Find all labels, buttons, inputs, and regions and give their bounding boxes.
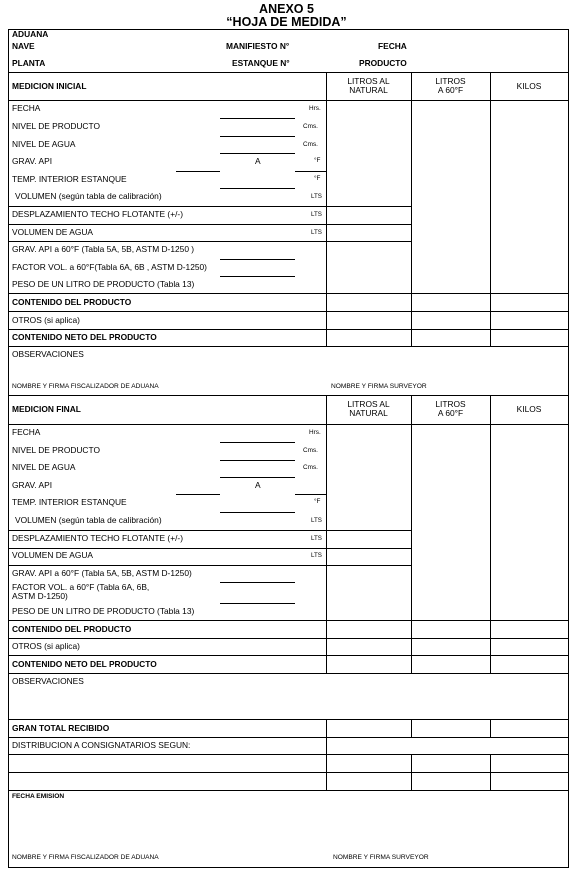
unit-lts: LTS	[311, 193, 322, 200]
medicion-inicial-title: MEDICION INICIAL	[12, 81, 87, 91]
firma-surveyor-label: NOMBRE Y FIRMA SURVEYOR	[331, 383, 427, 390]
volumen-agua-label: VOLUMEN DE AGUA	[12, 227, 93, 237]
observaciones-label: OBSERVACIONES	[12, 349, 84, 359]
peso-litro-label: PESO DE UN LITRO DE PRODUCTO (Tabla 13)	[12, 279, 195, 289]
desplazamiento-label: DESPLAZAMIENTO TECHO FLOTANTE (+/-)	[12, 533, 184, 543]
unit-cms: Cms.	[303, 464, 318, 471]
producto-label: PRODUCTO	[359, 58, 407, 68]
medicion-final-title: MEDICION FINAL	[12, 404, 81, 414]
fecha-row-label: FECHA	[12, 427, 41, 437]
unit-lts: LTS	[311, 517, 322, 524]
manifiesto-label: MANIFIESTO N°	[226, 41, 290, 51]
unit-deg-f: °F	[314, 157, 321, 164]
firma-surveyor-label: NOMBRE Y FIRMA SURVEYOR	[333, 854, 429, 861]
gran-total-label: GRAN TOTAL RECIBIDO	[12, 723, 110, 733]
grav-api-60-label: GRAV. API a 60°F (Tabla 5A, 5B, ASTM D-1250)	[12, 568, 192, 578]
col-kilos: KILOS	[516, 404, 542, 414]
grav-api-60-label: GRAV. API a 60°F (Tabla 5A, 5B, ASTM D-1250 )	[12, 244, 195, 254]
contenido-producto-label: CONTENIDO DEL PRODUCTO	[12, 624, 132, 634]
unit-lts: LTS	[311, 552, 322, 559]
unit-deg-f: °F	[314, 175, 321, 182]
firma-aduana-label: NOMBRE Y FIRMA FISCALIZADOR DE ADUANA	[12, 383, 159, 390]
col-litros-natural-line1: LITROS AL	[347, 76, 390, 86]
distribucion-label: DISTRIBUCION A CONSIGNATARIOS SEGUN:	[12, 740, 191, 750]
observaciones-label: OBSERVACIONES	[12, 676, 84, 686]
volumen-agua-label: VOLUMEN DE AGUA	[12, 550, 93, 560]
fecha-emision-label: FECHA EMISION	[12, 793, 65, 800]
factor-vol-label-line1: FACTOR VOL. a 60°F (Tabla 6A, 6B,	[12, 582, 150, 592]
nivel-producto-label: NIVEL DE PRODUCTO	[12, 445, 100, 455]
unit-hrs: Hrs.	[309, 429, 321, 436]
form-title: ANEXO 5	[259, 2, 314, 16]
unit-hrs: Hrs.	[309, 105, 321, 112]
form-subtitle: “HOJA DE MEDIDA”	[226, 15, 347, 29]
contenido-producto-label: CONTENIDO DEL PRODUCTO	[12, 297, 132, 307]
aduana-label: ADUANA	[12, 29, 49, 39]
col-litros-60-line2: A 60°F	[437, 408, 464, 418]
factor-vol-label: FACTOR VOL. a 60°F(Tabla 6A, 6B , ASTM D-1250)	[12, 262, 207, 272]
peso-litro-label: PESO DE UN LITRO DE PRODUCTO (Tabla 13)	[12, 606, 195, 616]
volumen-label: VOLUMEN (según tabla de calibración)	[15, 191, 162, 201]
nave-label: NAVE	[12, 41, 35, 51]
fecha-label: FECHA	[378, 41, 407, 51]
volumen-label: VOLUMEN (según tabla de calibración)	[15, 515, 162, 525]
col-kilos: KILOS	[516, 81, 542, 91]
contenido-neto-label: CONTENIDO NETO DEL PRODUCTO	[12, 659, 157, 669]
col-litros-60-line1: LITROS	[435, 399, 466, 409]
desplazamiento-label: DESPLAZAMIENTO TECHO FLOTANTE (+/-)	[12, 209, 184, 219]
col-litros-60-line1: LITROS	[435, 76, 466, 86]
col-litros-natural-line2: NATURAL	[349, 408, 388, 418]
unit-lts: LTS	[311, 211, 322, 218]
unit-deg-f: °F	[314, 498, 321, 505]
unit-cms: Cms.	[303, 123, 318, 130]
unit-cms: Cms.	[303, 447, 318, 454]
nivel-producto-label: NIVEL DE PRODUCTO	[12, 121, 100, 131]
estanque-label: ESTANQUE N°	[232, 58, 290, 68]
col-litros-natural-line2: NATURAL	[349, 85, 388, 95]
unit-lts: LTS	[311, 229, 322, 236]
unit-cms: Cms.	[303, 141, 318, 148]
temp-label: TEMP. INTERIOR ESTANQUE	[12, 497, 127, 507]
nivel-agua-label: NIVEL DE AGUA	[12, 462, 76, 472]
factor-vol-label-line2: ASTM D-1250)	[12, 591, 68, 601]
unit-lts: LTS	[311, 535, 322, 542]
col-litros-natural-line1: LITROS AL	[347, 399, 390, 409]
otros-label: OTROS (si aplica)	[12, 641, 80, 651]
api-a-label: A	[255, 156, 261, 166]
contenido-neto-label: CONTENIDO NETO DEL PRODUCTO	[12, 332, 157, 342]
grav-api-label: GRAV. API	[12, 156, 53, 166]
planta-label: PLANTA	[12, 58, 46, 68]
otros-label: OTROS (si aplica)	[12, 315, 80, 325]
api-a-label: A	[255, 480, 261, 490]
col-litros-60-line2: A 60°F	[437, 85, 464, 95]
nivel-agua-label: NIVEL DE AGUA	[12, 139, 76, 149]
temp-label: TEMP. INTERIOR ESTANQUE	[12, 174, 127, 184]
fecha-row-label: FECHA	[12, 103, 41, 113]
firma-aduana-label: NOMBRE Y FIRMA FISCALIZADOR DE ADUANA	[12, 854, 159, 861]
grav-api-label: GRAV. API	[12, 480, 53, 490]
